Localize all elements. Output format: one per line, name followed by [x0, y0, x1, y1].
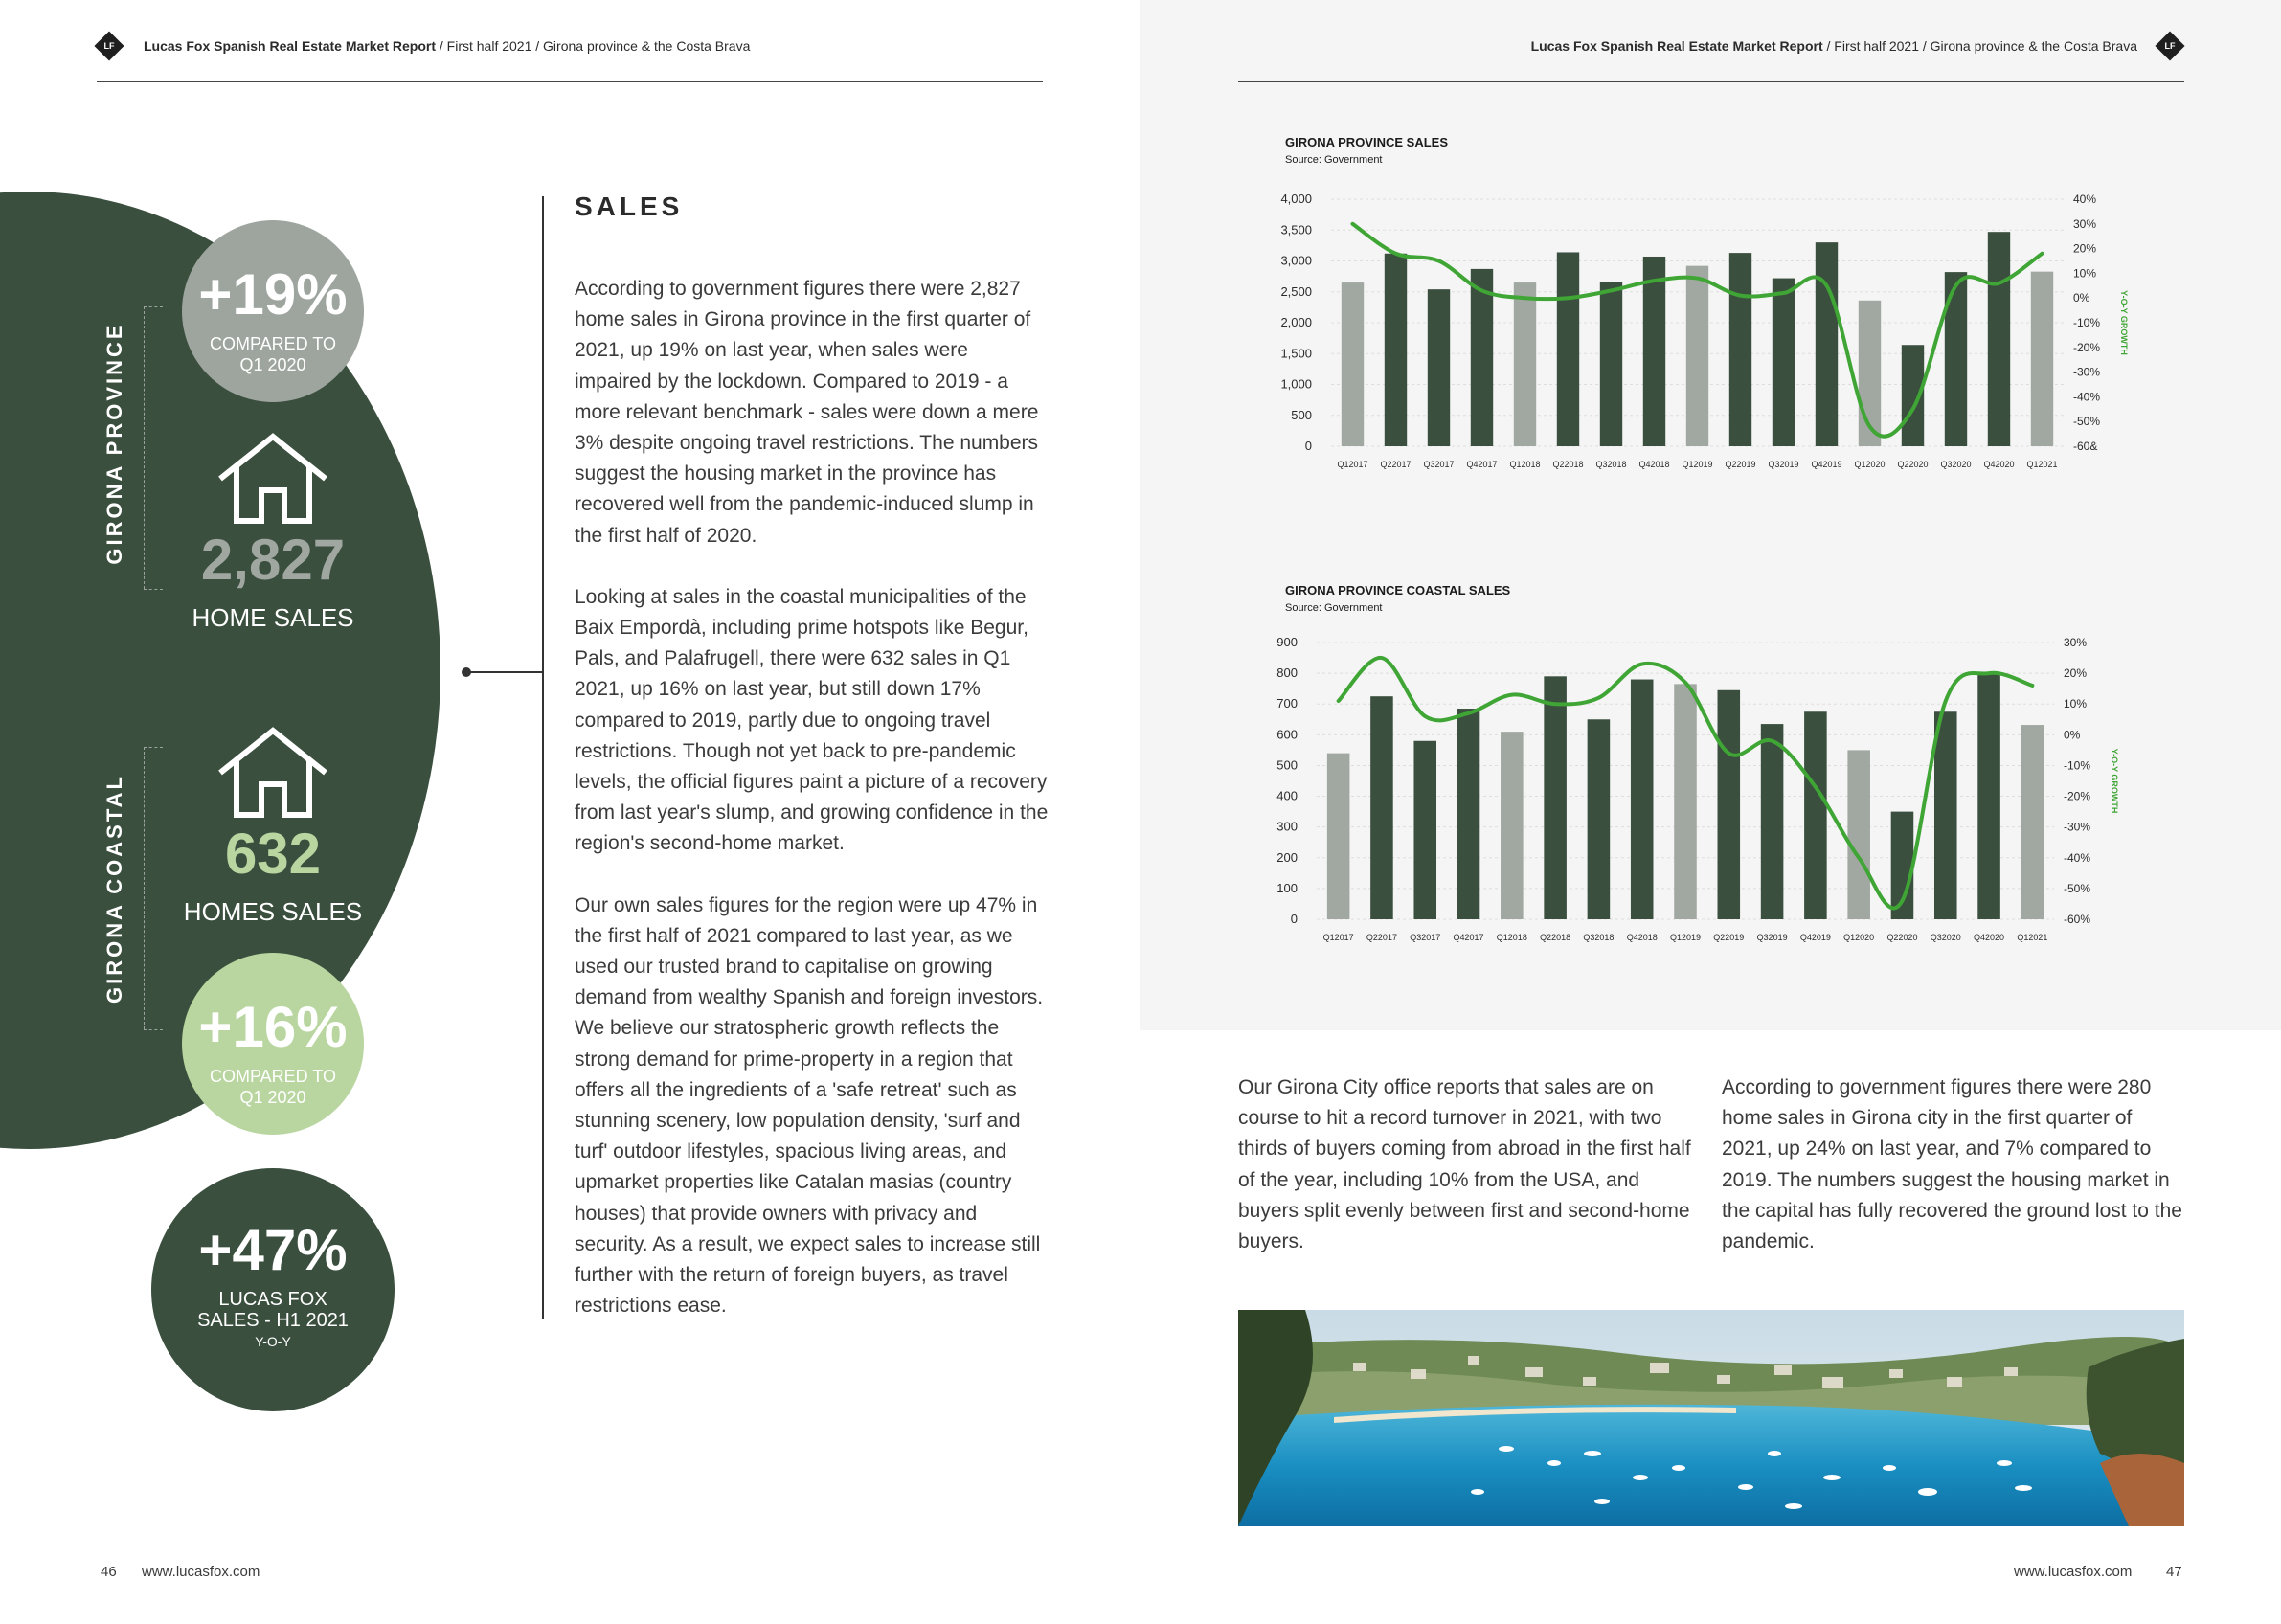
stat-province-growth [182, 220, 364, 402]
y-tick-label: 500 [1291, 407, 1312, 422]
x-tick-label: Q32017 [1410, 933, 1441, 942]
house-icon [215, 725, 330, 821]
bar [1557, 252, 1579, 446]
bracket-tick [144, 306, 163, 307]
y2-tick-label: 30% [2064, 636, 2088, 649]
connector-line [469, 671, 544, 673]
bar [1988, 232, 2010, 446]
y-tick-label: 100 [1276, 880, 1298, 895]
x-tick-label: Q42018 [1638, 460, 1670, 469]
page-title: SALES [575, 192, 684, 221]
bar [1327, 754, 1350, 919]
stat-caption: Y-O-Y [255, 1334, 291, 1349]
x-tick-label: Q42020 [1974, 933, 2005, 942]
x-tick-label: Q32018 [1583, 933, 1615, 942]
main-body-text [575, 274, 1049, 1353]
footer-url-left[interactable]: www.lucasfox.com [142, 1564, 260, 1580]
bar [1631, 680, 1654, 919]
bar [1428, 289, 1450, 446]
stat-coastal-sales-value: 632 [224, 822, 322, 886]
stat-lucas-fox-sales [151, 1168, 395, 1411]
body-paragraph: Looking at sales in the coastal municipalities of the Baix Empordà, including prime hotspots like Begur, Pals, and Palafrugell, there were 632 sales in Q1 2021, up 16% on last year, but still down 17% compared to 2019, partly due to ongoing travel restrictions. Though not yet back to pre-pandemic levels, the official figures paint a picture of a recovery from last year's slump, and growing confidence in the region's second-home market. [575, 585, 1049, 855]
y2-tick-label: 20% [2073, 241, 2097, 256]
y2-axis-label: Y-O-Y GROWTH [2110, 748, 2119, 814]
y-tick-label: 900 [1276, 635, 1298, 649]
stat-caption: Q1 2020 [239, 355, 306, 374]
chart-title: GIRONA PROVINCE SALES [1285, 135, 1448, 149]
x-tick-label: Q12017 [1337, 460, 1368, 469]
y-tick-label: 2,000 [1280, 315, 1312, 329]
y-tick-label: 1,500 [1280, 346, 1312, 361]
x-tick-label: Q12020 [1843, 933, 1875, 942]
y2-tick-label: 10% [2064, 697, 2088, 711]
y2-tick-label: -40% [2064, 850, 2091, 865]
bar [1600, 282, 1622, 446]
bar [1847, 750, 1870, 919]
x-tick-label: Q12019 [1669, 933, 1702, 942]
header-right [1531, 38, 2137, 54]
x-tick-label: Q42020 [1983, 460, 2015, 469]
x-tick-label: Q42019 [1811, 460, 1842, 469]
stat-caption: Q1 2020 [239, 1088, 306, 1107]
bar [1761, 724, 1784, 919]
stat-province-sales-label: HOME SALES [192, 603, 354, 632]
x-tick-label: Q22017 [1380, 460, 1412, 469]
x-tick-label: Q22017 [1366, 933, 1397, 942]
section-rule [542, 196, 544, 1319]
y-tick-label: 2,500 [1280, 283, 1312, 299]
y-tick-label: 1,000 [1280, 376, 1312, 392]
y2-tick-label: -30% [2073, 365, 2101, 379]
chart-source: Source: Government [1285, 602, 1383, 614]
x-tick-label: Q22020 [1897, 460, 1929, 469]
bar [2031, 272, 2053, 446]
y2-tick-label: 0% [2064, 728, 2081, 742]
body-paragraph: According to government figures there were 2,827 home sales in Girona province in the first quarter of 2021, up 19% on last year, when sales were impaired by the lockdown. Compared to 2019 - a more relevant benchmark - sales were down a mere 3% despite ongoing travel restrictions. The numbers suggest the housing market in the province has recovered well from the pandemic-induced slump in the first half of 2020. [575, 278, 1039, 547]
y-tick-label: 300 [1276, 819, 1298, 834]
y2-tick-label: 0% [2073, 291, 2090, 305]
y2-tick-label: -10% [2064, 758, 2091, 773]
x-tick-label: Q42017 [1466, 460, 1498, 469]
body-paragraph: Our own sales figures for the region were up 47% in the first half of 2021 compared to last year, as we used our trusted brand to capitalise on growing demand from wealthy Spanish and foreign investors. We believe our stratospheric growth reflects the strong demand for prime-property in a region that offers all the ingredients of a 'safe retreat' such as stunning scenery, low population density, 'surf and turf' outdoor lifestyles, spacious living areas, and upmarket properties like Catalan masias (country houses) that provide owners with privacy and security. As a result, we expect sales to increase still further with the return of foreign buyers, as travel restrictions ease. [575, 893, 1044, 1318]
stat-coastal-sales-label: HOMES SALES [183, 897, 363, 926]
x-tick-label: Q32017 [1423, 460, 1455, 469]
y-tick-label: 0 [1290, 912, 1298, 926]
bar [1718, 690, 1741, 919]
x-tick-label: Q12018 [1496, 933, 1527, 942]
x-tick-label: Q22018 [1540, 933, 1571, 942]
x-tick-label: Q32019 [1756, 933, 1788, 942]
y-tick-label: 600 [1276, 727, 1298, 742]
bar [1588, 719, 1611, 919]
right-column-1: Our Girona City office reports that sales are on course to hit a record turnover in 2021, with two thirds of buyers coming from abroad in the first half of the year, including 10% from the USA, and buyers split evenly between first and second-home buyers. [1238, 1076, 1691, 1253]
x-tick-label: Q12021 [2026, 460, 2058, 469]
y2-tick-label: 40% [2073, 192, 2097, 206]
y-tick-label: 4,000 [1280, 192, 1312, 206]
girona-coastal-label: GIRONA COASTAL [102, 774, 126, 1004]
y2-tick-label: -20% [2073, 340, 2101, 354]
bar [1686, 266, 1708, 446]
y2-tick-label: 30% [2073, 216, 2097, 231]
costa-brava-beach-photo [1238, 1310, 2184, 1526]
x-tick-label: Q32020 [1940, 460, 1972, 469]
bar [1977, 673, 2000, 919]
x-tick-label: Q12019 [1682, 460, 1713, 469]
coastal-bracket [144, 747, 145, 1029]
header-report-title: Lucas Fox Spanish Real Estate Market Report [144, 38, 436, 54]
bar [1934, 711, 1957, 919]
province-bracket [144, 306, 145, 589]
header-subtitle: / First half 2021 / Girona province & the Costa Brava [1822, 38, 2137, 54]
bar [1342, 282, 1364, 446]
bar [1643, 257, 1665, 446]
girona-province-label: GIRONA PROVINCE [102, 322, 126, 565]
page-number-left: 46 [101, 1564, 117, 1580]
stat-caption: SALES - H1 2021 [197, 1310, 349, 1331]
y2-tick-label: -60% [2064, 913, 2091, 926]
y2-tick-label: -40% [2073, 390, 2101, 404]
x-tick-label: Q42017 [1453, 933, 1484, 942]
x-tick-label: Q22020 [1886, 933, 1918, 942]
x-tick-label: Q32019 [1768, 460, 1799, 469]
x-tick-label: Q32018 [1595, 460, 1627, 469]
y-tick-label: 3,500 [1280, 222, 1312, 237]
header-subtitle: / First half 2021 / Girona province & the Costa Brava [435, 38, 751, 54]
bar [1413, 741, 1436, 919]
y2-tick-label: 10% [2073, 266, 2097, 281]
right-column-2: According to government figures there were 280 home sales in Girona city in the first quarter of 2021, up 24% on last year, and 7% compared to 2019. The numbers suggest the housing market in the capital has fully recovered the ground lost to the pandemic. [1722, 1076, 2182, 1253]
y-tick-label: 200 [1276, 849, 1298, 865]
girona-province-sales-chart [1245, 124, 2155, 479]
bar [1370, 696, 1393, 919]
page-number-right: 47 [2166, 1564, 2182, 1580]
bar [1501, 732, 1524, 919]
y2-tick-label: -50% [2064, 881, 2091, 895]
x-tick-label: Q12018 [1509, 460, 1541, 469]
bar [1804, 711, 1827, 919]
stat-value: +47% [198, 1218, 348, 1282]
x-tick-label: Q12021 [2017, 933, 2048, 942]
y-tick-label: 400 [1276, 788, 1298, 803]
y2-tick-label: 20% [2064, 666, 2088, 681]
bar [1457, 709, 1480, 919]
y2-axis-label: Y-O-Y GROWTH [2119, 290, 2129, 355]
stat-value: +19% [198, 262, 348, 327]
y2-tick-label: -30% [2064, 820, 2091, 834]
house-icon [215, 431, 330, 527]
x-tick-label: Q22019 [1713, 933, 1745, 942]
x-tick-label: Q32020 [1930, 933, 1961, 942]
header-rule-right [1238, 81, 2184, 82]
header-report-title: Lucas Fox Spanish Real Estate Market Report [1530, 38, 1823, 54]
bar [1385, 254, 1407, 446]
bar [2021, 725, 2044, 919]
chart-source: Source: Government [1285, 154, 1383, 166]
y-tick-label: 500 [1276, 757, 1298, 773]
x-tick-label: Q22018 [1552, 460, 1584, 469]
lucas-fox-logo-icon: LF [94, 31, 124, 60]
bracket-tick [144, 1029, 163, 1030]
stat-province-sales-value: 2,827 [200, 528, 346, 592]
x-tick-label: Q12017 [1322, 933, 1354, 942]
y2-tick-label: -50% [2073, 415, 2101, 429]
x-tick-label: Q12020 [1854, 460, 1886, 469]
header-rule-left [97, 81, 1043, 82]
chart-title: GIRONA PROVINCE COASTAL SALES [1285, 583, 1511, 598]
y2-tick-label: -10% [2073, 316, 2101, 329]
stat-value: +16% [198, 995, 348, 1059]
footer-url-right[interactable]: www.lucasfox.com [2014, 1564, 2133, 1580]
stat-caption: COMPARED TO [209, 334, 337, 353]
y-tick-label: 3,000 [1280, 253, 1312, 268]
bar [1674, 684, 1697, 919]
stat-caption: COMPARED TO [209, 1067, 337, 1086]
y-tick-label: 0 [1304, 439, 1312, 453]
y2-tick-label: -20% [2064, 789, 2091, 803]
bar [1773, 279, 1795, 446]
bar [1729, 253, 1751, 446]
x-tick-label: Q42019 [1799, 933, 1831, 942]
bar [1816, 242, 1838, 446]
bar [1544, 676, 1567, 919]
stat-coastal-growth [182, 953, 364, 1135]
header-left [144, 38, 750, 54]
y-tick-label: 800 [1276, 665, 1298, 681]
stat-caption: LUCAS FOX [218, 1289, 327, 1310]
bracket-tick [144, 747, 163, 748]
lucas-fox-logo-icon: LF [2155, 31, 2184, 60]
y-tick-label: 700 [1276, 696, 1298, 711]
girona-coastal-sales-chart [1245, 573, 2155, 946]
x-tick-label: Q42018 [1626, 933, 1658, 942]
x-tick-label: Q22019 [1725, 460, 1756, 469]
bracket-tick [144, 589, 163, 590]
y2-tick-label: -60& [2073, 440, 2098, 453]
bar [1514, 282, 1536, 446]
bar [1471, 269, 1493, 446]
